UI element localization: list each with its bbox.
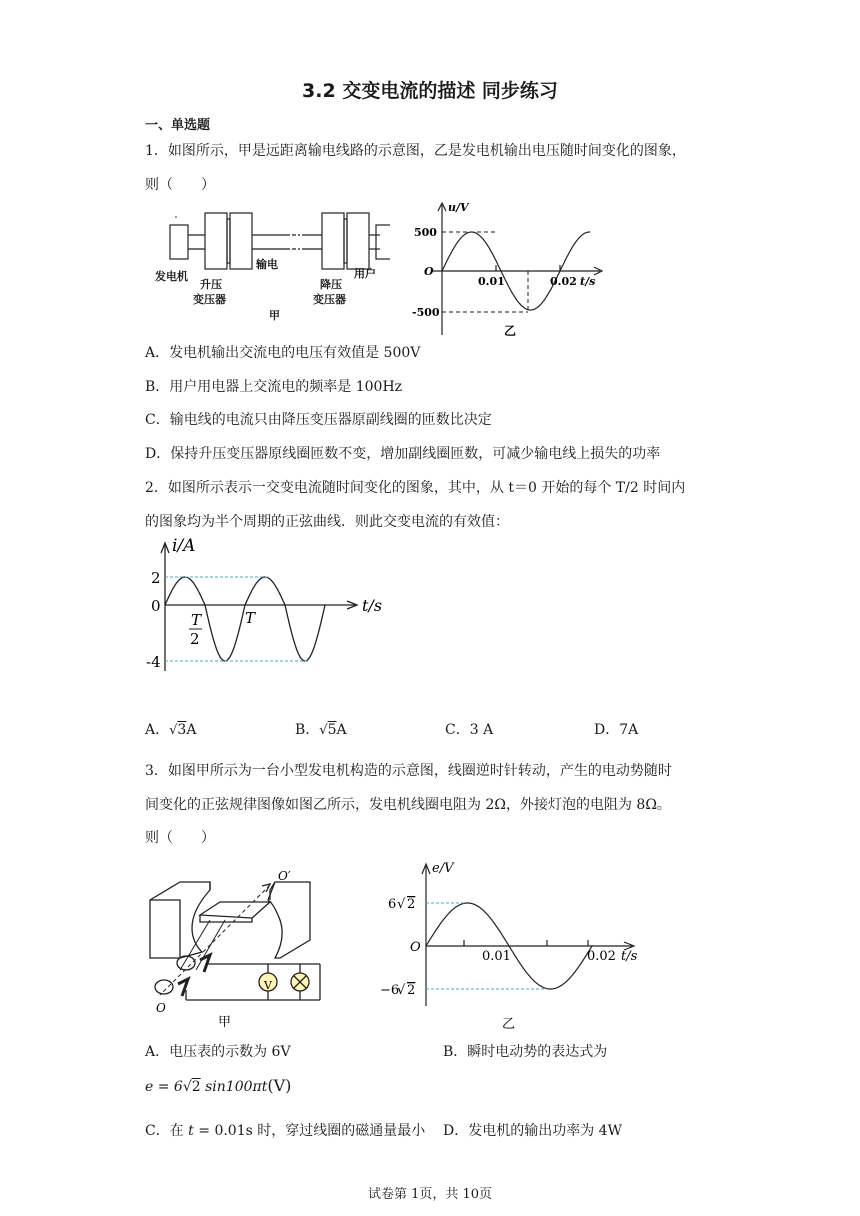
sqrt-icon: √ [182, 1079, 192, 1095]
q3-o: O [156, 1001, 166, 1015]
q3-stem-line2: 间变化的正弦规律图像如图乙所示，发电机线圈电阻为 2Ω，外接灯泡的电阻为 8Ω。 [145, 797, 671, 813]
q1-origin: O [424, 265, 434, 278]
q3-stem-line1: 3．如图甲所示为一台小型发电机构造的示意图，线圈逆时针转动，产生的电动势随时 [145, 763, 672, 779]
label-user: 用户 [354, 267, 376, 280]
q1-option-a: A．发电机输出交流电的电压有效值是 500V [145, 345, 421, 361]
q2-ylabel: i/A [172, 536, 196, 556]
q2-option-a-label: A． [145, 722, 170, 738]
q3-figure-yi [380, 856, 640, 1036]
q3-ymin-coef: −6 [380, 983, 400, 998]
q1-t1: 0.01 [478, 275, 505, 288]
sqrt-icon: √ [319, 723, 328, 738]
q1-xlabel: t/s [580, 275, 596, 288]
sqrt-icon: √ [397, 983, 406, 998]
label-step-up-2: 变压器 [193, 293, 226, 306]
slip-ring-1 [177, 956, 195, 970]
q1-ylabel: u/V [448, 201, 469, 214]
q1-option-d: D．保持升压变压器原线圈匝数不变，增加副线圈匝数，可减少输电线上损失的功率 [145, 446, 661, 462]
user-box [376, 225, 390, 259]
page-title: 3.2 交变电流的描述 同步练习 [302, 80, 558, 102]
q3-option-b: B．瞬时电动势的表达式为 [443, 1044, 608, 1060]
q3-formula-suffix: sin100πt [200, 1079, 268, 1095]
q1-stem-line1: 1．如图所示，甲是远距离输电线路的示意图，乙是发电机输出电压随时间变化的图象， [145, 143, 686, 159]
q3-option-c-pre: C．在 [145, 1123, 189, 1139]
q2-half-t-num: T [191, 611, 202, 629]
voltmeter-label: V [264, 979, 272, 992]
q1-ymax: 500 [414, 226, 437, 239]
q2-option-b [295, 720, 347, 741]
q3-o-prime: O′ [278, 869, 291, 883]
q1-stem-line2: 则（ ） [145, 177, 215, 193]
q2-stem-line2: 的图象均为半个周期的正弦曲线．则此交变电流的有效值： [145, 514, 509, 530]
q3-ymax-coef: 6 [388, 897, 397, 912]
q2-option-b-label: B． [295, 722, 320, 738]
q3-xlabel: t/s [621, 949, 638, 964]
step-down-core-right [347, 213, 369, 269]
label-step-down-1: 降压 [320, 278, 342, 291]
q2-t: T [245, 609, 256, 627]
q2-ytop: 2 [151, 569, 161, 587]
caption-yi-3: 乙 [502, 1017, 516, 1032]
rotor-coil [200, 902, 270, 918]
q3-ymin-rad: 2 [407, 983, 416, 998]
q3-option-b-formula [145, 1076, 291, 1097]
q3-t1: 0.01 [482, 949, 511, 964]
q3-figure-jia [140, 860, 340, 1035]
step-down-core-left [322, 213, 344, 269]
q3-option-c-var: t [188, 1123, 194, 1139]
q1-ymin: -500 [412, 306, 440, 319]
q2-yzero: 0 [151, 597, 161, 615]
q2-option-a [145, 720, 196, 741]
q3-option-a: A．电压表的示数为 6V [145, 1044, 291, 1060]
label-step-down-2: 变压器 [313, 293, 346, 306]
q2-option-b-radicand: 5 [327, 722, 337, 738]
slip-ring-2 [155, 980, 173, 994]
page-footer: 试卷第 1页，共 10页 [367, 1187, 493, 1202]
caption-jia-3: 甲 [218, 1015, 232, 1030]
step-up-core-left [205, 213, 227, 269]
q3-formula-unit: (V) [267, 1076, 292, 1095]
rotation-axis [160, 885, 270, 995]
sqrt-icon: √ [169, 723, 178, 738]
magnet-right [268, 882, 310, 958]
q3-ymax-rad: 2 [407, 897, 416, 912]
q3-ylabel: e/V [432, 861, 454, 876]
label-line: 输电 [256, 258, 278, 271]
q2-option-c: C．3 A [445, 722, 494, 738]
generator-box [170, 225, 188, 259]
step-up-core-right [230, 213, 252, 269]
q2-stem-line1: 2．如图所示表示一交变电流随时间变化的图象，其中，从 t＝0 开始的每个 T/2 时间内 [145, 480, 686, 496]
label-generator: 发电机 [155, 270, 188, 283]
q3-option-c-val: = 0.01s 时，穿过线圈的磁通量最小 [193, 1123, 426, 1139]
q3-formula-prefix: e = 6 [145, 1079, 183, 1095]
sqrt-icon: √ [397, 897, 406, 912]
q2-option-b-unit: A [336, 722, 347, 738]
q1-option-c: C．输电线的电流只由降压变压器原副线圈的匝数比决定 [145, 412, 492, 428]
q1-option-b: B．用户用电器上交流电的频率是 100Hz [145, 379, 403, 395]
q3-t2: 0.02 [587, 949, 616, 964]
q1-figure-yi [410, 195, 610, 345]
q3-formula-rad: 2 [191, 1079, 201, 1095]
q2-ybottom: -4 [146, 653, 161, 671]
q1-t2: 0.02 [550, 275, 577, 288]
q3-option-d: D．发电机的输出功率为 4W [443, 1123, 622, 1139]
q3-stem-line3: 则（ ） [145, 830, 215, 846]
caption-yi-1: 乙 [504, 324, 517, 338]
label-step-up-1: 升压 [200, 278, 222, 291]
q2-graph [140, 535, 410, 675]
caption-jia-1: 甲 [269, 309, 280, 322]
q3-option-c [145, 1121, 425, 1141]
section-heading: 一、单选题 [145, 118, 211, 133]
q3-origin: O [410, 940, 421, 955]
q2-half-t-den: 2 [190, 630, 200, 648]
q2-option-a-radicand: 3 [177, 722, 187, 738]
q2-option-a-unit: A [186, 722, 197, 738]
q2-xlabel: t/s [362, 596, 383, 615]
q2-option-d: D．7A [594, 722, 639, 738]
